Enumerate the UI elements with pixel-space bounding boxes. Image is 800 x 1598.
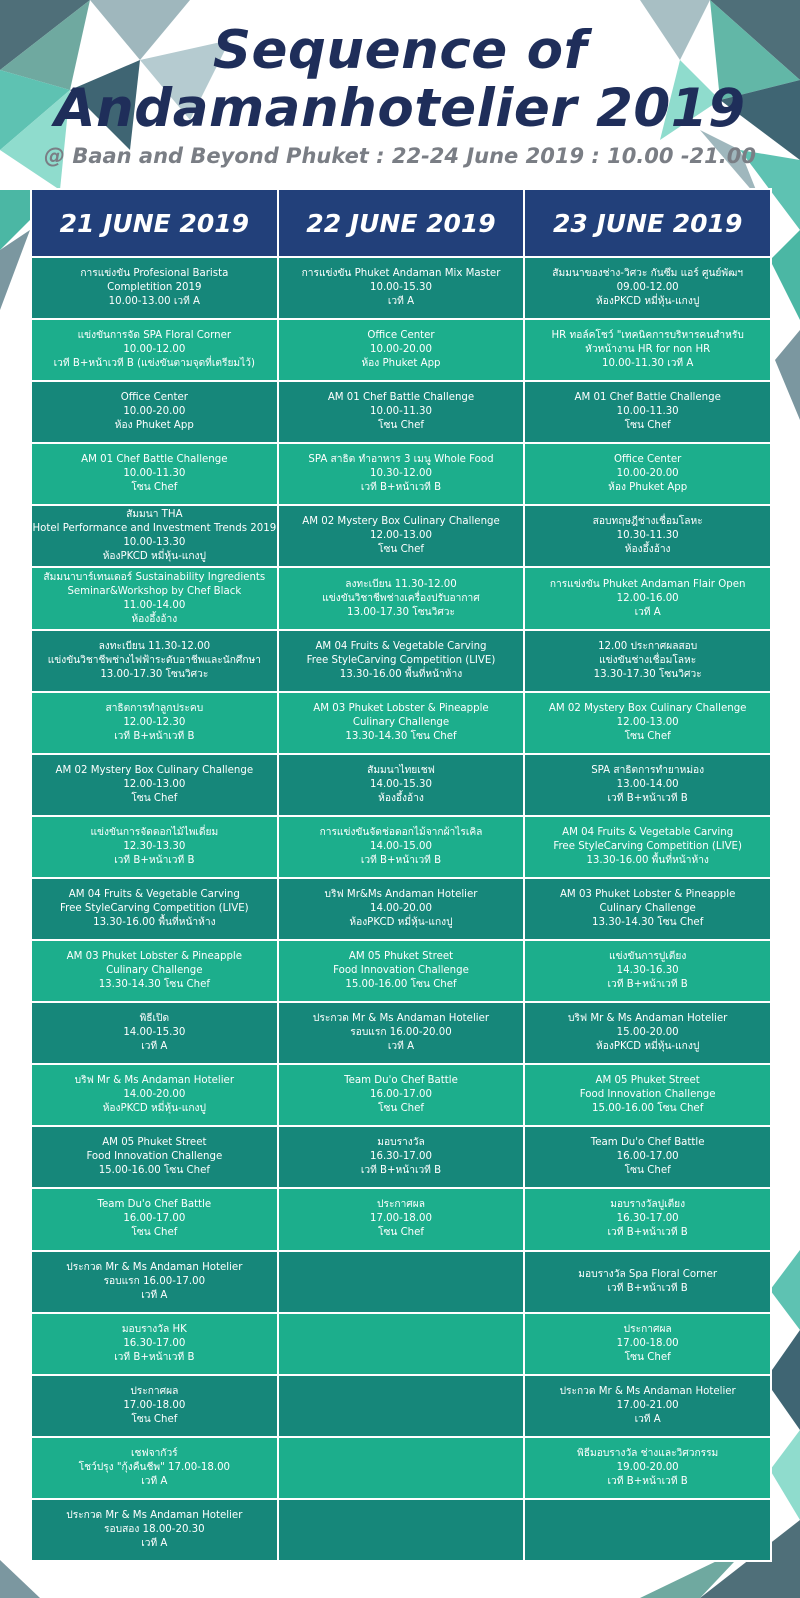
schedule-text: 16.30-17.00 (369, 1151, 432, 1163)
schedule-text: ห้องอึ้งอ้าง (131, 613, 178, 625)
schedule-text: Free StyleCarving Competition (LIVE) (60, 902, 249, 914)
schedule-text: 12.00-12.30 (123, 716, 186, 728)
schedule-cell (32, 568, 277, 628)
schedule-text: โซน Chef (131, 792, 178, 804)
schedule-cell (32, 1189, 277, 1249)
schedule-text: 12.00 ประกาศผลสอบ (598, 640, 698, 652)
schedule-text: บริฟ Mr & Ms Andaman Hotelier (74, 1075, 235, 1087)
schedule-cell (279, 1127, 524, 1187)
schedule-text: ห้อง Phuket App (361, 358, 441, 370)
schedule-cell (525, 506, 770, 566)
schedule-cell (32, 755, 277, 815)
schedule-cell (32, 1065, 277, 1125)
empty-schedule-cell (279, 1314, 524, 1374)
schedule-text: รอบแรก 16.00-17.00 (103, 1275, 206, 1287)
schedule-cell (279, 879, 524, 939)
schedule-text: ห้อง Phuket App (114, 420, 194, 432)
schedule-text: Team Du'o Chef Battle (590, 1137, 705, 1149)
schedule-cell (32, 817, 277, 877)
schedule-text: การแข่งขัน Phuket Andaman Mix Master (301, 268, 501, 280)
schedule-text: HR ทอล์คโชว์ "เทคนิคการบริหารคนสำหรับ (551, 330, 744, 342)
schedule-text: โชว์ปรุง "กุ้งคืนชีพ" 17.00-18.00 (78, 1461, 231, 1473)
schedule-text: 16.00-17.00 (123, 1213, 186, 1225)
schedule-text: 13.30-14.30 โซน Chef (592, 916, 704, 928)
schedule-text: 12.00-13.00 (616, 716, 679, 728)
schedule-text: 16.00-17.00 (369, 1089, 432, 1101)
schedule-cell (525, 1127, 770, 1187)
schedule-text: เวที A (387, 1041, 415, 1053)
empty-schedule-cell (279, 1500, 524, 1560)
schedule-text: บริฟ Mr & Ms Andaman Hotelier (567, 1013, 728, 1025)
schedule-cell (279, 444, 524, 504)
schedule-text: AM 02 Mystery Box Culinary Challenge (302, 516, 500, 528)
schedule-cell (32, 1127, 277, 1187)
schedule-text: 17.00-18.00 (616, 1337, 679, 1349)
schedule-text: เวที B+หน้าเวที B (607, 792, 688, 804)
schedule-cell (32, 1376, 277, 1436)
schedule-cell (525, 879, 770, 939)
schedule-cell (32, 1252, 277, 1312)
schedule-text: ประกาศผล (377, 1199, 425, 1211)
schedule-text: ประกวด Mr & Ms Andaman Hotelier (559, 1385, 736, 1397)
schedule-text: 17.00-21.00 (616, 1399, 679, 1411)
schedule-text: AM 04 Fruits & Vegetable Carving (562, 826, 734, 838)
schedule-text: 13.30-16.00 พื้นที่หน้าห้าง (93, 916, 216, 928)
schedule-cell (525, 941, 770, 1001)
schedule-text: 10.00-12.00 (123, 344, 186, 356)
schedule-text: AM 05 Phuket Street (348, 951, 454, 963)
schedule-text: ห้องPKCD หมี่หุ้น-แกงปู (349, 916, 453, 928)
schedule-text: บริฟ Mr&Ms Andaman Hotelier (324, 888, 478, 900)
schedule-text: 14.00-15.30 (369, 778, 432, 790)
schedule-cell (279, 1189, 524, 1249)
schedule-text: 15.00-16.00 โซน Chef (98, 1165, 210, 1177)
schedule-text: ลงทะเบียน 11.30-12.00 (98, 640, 211, 652)
schedule-text: ห้องอึ้งอ้าง (378, 792, 424, 804)
schedule-text: แข่งขันการจัด SPA Floral Corner (77, 330, 232, 342)
schedule-text: ห้องอึ้งอ้าง (624, 544, 671, 556)
schedule-text: Free StyleCarving Competition (LIVE) (306, 654, 496, 666)
schedule-text: เวที B+หน้าเวที B (114, 854, 195, 866)
event-subtitle: @ Baan and Beyond Phuket : 22-24 June 2019 : 10.00 -21.00 (44, 144, 756, 168)
schedule-text: เวที B+หน้าเวที B (114, 730, 195, 742)
schedule-text: 09.00-12.00 (616, 282, 679, 294)
schedule-text: 13.00-14.00 (616, 778, 679, 790)
schedule-text: ประกวด Mr & Ms Andaman Hotelier (66, 1261, 243, 1273)
schedule-cell (525, 755, 770, 815)
schedule-cell (32, 320, 277, 380)
schedule-cell (32, 1438, 277, 1498)
schedule-cell (525, 817, 770, 877)
schedule-cell (525, 382, 770, 442)
schedule-text: 16.00-17.00 (616, 1151, 679, 1163)
schedule-text: รอบแรก 16.00-20.00 (350, 1027, 452, 1039)
schedule-text: สาธิตการทำลูกประคบ (105, 702, 204, 714)
schedule-cell (525, 258, 770, 318)
schedule-cell (525, 1252, 770, 1312)
schedule-text: พิธีมอบรางวัล ช่างและวิศวกรรม (577, 1447, 719, 1459)
schedule-text: Food Innovation Challenge (333, 965, 469, 977)
schedule-cell (525, 1189, 770, 1249)
schedule-text: 10.30-12.00 (369, 468, 432, 480)
schedule-text: Office Center (367, 330, 435, 342)
schedule-text: Office Center (120, 392, 188, 404)
schedule-text: 15.00-16.00 โซน Chef (345, 979, 457, 991)
schedule-text: สัมมนาของช่าง-วิศวะ กันซึม แอร์ ศูนย์พัฒฯ (552, 268, 744, 280)
schedule-table (30, 188, 772, 1562)
schedule-text: ลงทะเบียน 11.30-12.00 (345, 578, 457, 590)
schedule-cell (279, 506, 524, 566)
schedule-cell (525, 1314, 770, 1374)
schedule-text: มอบรางวัลปูเตียง (610, 1199, 686, 1211)
schedule-text: Hotel Performance and Investment Trends 2019 (32, 523, 277, 535)
schedule-cell (279, 258, 524, 318)
schedule-text: สัมมนาไทยเชฟ (367, 764, 435, 776)
schedule-text: 10.30-11.30 (616, 530, 679, 542)
schedule-text: AM 02 Mystery Box Culinary Challenge (548, 702, 747, 714)
schedule-text: โซน Chef (377, 544, 424, 556)
schedule-text: เวที A (634, 606, 661, 618)
schedule-text: โซน Chef (377, 1103, 424, 1115)
schedule-text: พิธีเปิด (139, 1013, 170, 1025)
schedule-cell (279, 693, 524, 753)
schedule-text: AM 01 Chef Battle Challenge (81, 454, 228, 466)
schedule-text: Culinary Challenge (352, 716, 450, 728)
schedule-text: โซน Chef (377, 1227, 424, 1239)
schedule-text: สอบทฤษฎีช่างเชื่อมโลหะ (592, 516, 703, 528)
schedule-text: Completition 2019 (107, 282, 202, 294)
schedule-text: เวที B+หน้าเวที B (607, 1475, 688, 1487)
schedule-text: AM 05 Phuket Street (595, 1075, 700, 1087)
schedule-text: ห้อง Phuket App (608, 482, 688, 494)
schedule-text: 19.00-20.00 (616, 1461, 679, 1473)
day-header: 23 JUNE 2019 (525, 190, 770, 256)
schedule-text: แข่งขันการจัดดอกไม้ไพเดี่ยม (90, 826, 219, 838)
schedule-text: การแข่งขัน Phuket Andaman Flair Open (549, 578, 746, 590)
schedule-text: ประกาศผล (130, 1385, 179, 1397)
schedule-text: เวที B+หน้าเวที B (607, 979, 688, 991)
schedule-cell (32, 1314, 277, 1374)
schedule-cell (32, 631, 277, 691)
schedule-text: รอบสอง 18.00-20.30 (104, 1523, 205, 1535)
page-title-line2: Andamanhotelier 2019 (54, 78, 746, 139)
schedule-text: สัมมนาบาร์เทนเดอร์ Sustainability Ingredients (43, 571, 266, 583)
schedule-cell (279, 1003, 524, 1063)
schedule-cell (32, 258, 277, 318)
schedule-text: 10.00-11.30 (616, 406, 679, 418)
schedule-text: 13.30-14.30 โซน Chef (345, 730, 457, 742)
schedule-cell (32, 1003, 277, 1063)
schedule-text: 16.30-17.00 (616, 1213, 679, 1225)
schedule-text: เวที B+หน้าเวที B (แข่งขันตามจุดที่เตรียมไว้) (53, 358, 255, 370)
schedule-text: AM 04 Fruits & Vegetable Carving (68, 888, 240, 900)
schedule-text: 17.00-18.00 (369, 1213, 432, 1225)
schedule-text: มอบรางวัล Spa Floral Corner (578, 1268, 718, 1280)
schedule-text: 10.00-20.00 (616, 468, 679, 480)
schedule-text: 10.00-20.00 (123, 406, 186, 418)
schedule-text: โซน Chef (624, 1351, 671, 1363)
schedule-text: 12.00-13.00 (123, 778, 186, 790)
schedule-cell (32, 941, 277, 1001)
schedule-text: 10.00-11.30 (123, 468, 186, 480)
page-title-line1: Sequence of (212, 20, 588, 81)
schedule-text: โซน Chef (131, 482, 178, 494)
schedule-text: ห้องPKCD หมี่หุ้น-แกงปู (596, 296, 700, 308)
schedule-cell (525, 568, 770, 628)
schedule-text: Culinary Challenge (106, 965, 203, 977)
schedule-cell (525, 444, 770, 504)
schedule-text: Food Innovation Challenge (579, 1089, 716, 1101)
schedule-text: ห้องPKCD หมี่หุ้น-แกงปู (102, 551, 206, 563)
schedule-text: 12.00-13.00 (369, 530, 432, 542)
schedule-cell (525, 1376, 770, 1436)
schedule-text: เวที A (141, 1537, 168, 1549)
schedule-text: เวที B+หน้าเวที B (360, 482, 442, 494)
schedule-text: 11.00-14.00 (123, 599, 186, 611)
schedule-grid (32, 190, 770, 1560)
schedule-text: เวที A (634, 1413, 661, 1425)
schedule-cell (279, 941, 524, 1001)
day-header: 21 JUNE 2019 (32, 190, 277, 256)
schedule-text: โซน Chef (377, 420, 424, 432)
schedule-text: เวที B+หน้าเวที B (607, 1282, 688, 1294)
schedule-text: AM 02 Mystery Box Culinary Challenge (55, 764, 254, 776)
schedule-text: เชฟจากัวร์ (130, 1447, 178, 1459)
schedule-text: Team Du'o Chef Battle (97, 1199, 212, 1211)
schedule-text: SPA สาธิตการทำยาหม่อง (591, 764, 705, 776)
schedule-cell (525, 1003, 770, 1063)
schedule-text: โซน Chef (624, 730, 671, 742)
schedule-text: สัมมนา THA (126, 509, 183, 521)
schedule-text: การแข่งขัน Profesional Barista (80, 268, 229, 280)
schedule-text: 13.00-17.30 โซนวิศวะ (100, 668, 209, 680)
schedule-text: 17.00-18.00 (123, 1399, 186, 1411)
schedule-text: 16.30-17.00 (123, 1337, 186, 1349)
schedule-text: ประกวด Mr & Ms Andaman Hotelier (312, 1013, 490, 1025)
schedule-cell (279, 1065, 524, 1125)
schedule-text: 14.00-15.00 (369, 840, 432, 852)
schedule-text: 10.00-15.30 (369, 282, 432, 294)
schedule-text: 12.30-13.30 (123, 840, 186, 852)
empty-schedule-cell (279, 1438, 524, 1498)
header (0, 22, 800, 170)
day-header: 22 JUNE 2019 (279, 190, 524, 256)
schedule-text: AM 03 Phuket Lobster & Pineapple (559, 888, 736, 900)
schedule-text: 12.00-16.00 (616, 592, 679, 604)
schedule-text: Seminar&Workshop by Chef Black (67, 585, 242, 597)
schedule-cell (279, 320, 524, 380)
schedule-text: AM 03 Phuket Lobster & Pineapple (313, 702, 489, 714)
schedule-text: เวที B+หน้าเวที B (114, 1351, 195, 1363)
schedule-text: AM 04 Fruits & Vegetable Carving (315, 640, 487, 652)
schedule-text: เวที B+หน้าเวที B (360, 854, 442, 866)
schedule-text: มอบรางวัล HK (121, 1323, 187, 1335)
schedule-text: การแข่งขันจัดช่อดอกไม้จากผ้าไรเคิล (319, 826, 483, 838)
schedule-cell (525, 693, 770, 753)
schedule-text: เวที A (141, 1475, 168, 1487)
schedule-text: ห้องPKCD หมี่หุ้น-แกงปู (102, 1103, 206, 1115)
schedule-text: หัวหน้างาน HR for non HR (585, 344, 711, 356)
schedule-text: ห้องPKCD หมี่หุ้น-แกงปู (596, 1041, 700, 1053)
schedule-text: แข่งขันวิชาชีพช่างไฟฟ้าระดับอาชีพและนักศึกษา (47, 654, 261, 666)
schedule-text: Food Innovation Challenge (86, 1151, 223, 1163)
schedule-text: 15.00-20.00 (616, 1027, 679, 1039)
schedule-text: 10.00-20.00 (369, 344, 432, 356)
schedule-text: เวที A (141, 1041, 168, 1053)
schedule-text: 10.00-13.00 เวที A (108, 296, 201, 308)
schedule-cell (279, 382, 524, 442)
schedule-text: เวที A (387, 296, 415, 308)
schedule-text: 13.30-14.30 โซน Chef (98, 979, 210, 991)
schedule-text: 10.00-11.30 เวที A (601, 358, 694, 370)
schedule-text: SPA สาธิต ทำอาหาร 3 เมนู Whole Food (308, 454, 494, 466)
schedule-text: ประกวด Mr & Ms Andaman Hotelier (66, 1509, 243, 1521)
schedule-cell (525, 320, 770, 380)
schedule-cell (525, 1065, 770, 1125)
schedule-text: 14.00-20.00 (123, 1089, 186, 1101)
schedule-text: AM 01 Chef Battle Challenge (574, 392, 721, 404)
schedule-text: AM 01 Chef Battle Challenge (327, 392, 475, 404)
schedule-cell (279, 631, 524, 691)
schedule-text: Team Du'o Chef Battle (344, 1075, 458, 1087)
schedule-text: 10.00-13.30 (123, 537, 186, 549)
schedule-cell (525, 631, 770, 691)
schedule-text: 13.00-17.30 โซนวิศวะ (347, 606, 455, 618)
schedule-text: แข่งขันช่างเชื่อมโลหะ (599, 654, 697, 666)
schedule-text: 13.30-16.00 พื้นที่หน้าห้าง (586, 854, 709, 866)
schedule-text: โซน Chef (624, 1165, 671, 1177)
schedule-text: มอบรางวัล (377, 1137, 425, 1149)
schedule-cell (32, 444, 277, 504)
schedule-cell (525, 1438, 770, 1498)
schedule-text: Office Center (614, 454, 682, 466)
schedule-cell (279, 817, 524, 877)
schedule-text: เวที B+หน้าเวที B (360, 1165, 442, 1177)
schedule-cell (32, 382, 277, 442)
empty-schedule-cell (525, 1500, 770, 1560)
schedule-cell (32, 506, 277, 566)
schedule-text: Free StyleCarving Competition (LIVE) (553, 840, 742, 852)
schedule-text: 15.00-16.00 โซน Chef (592, 1103, 704, 1115)
empty-schedule-cell (279, 1252, 524, 1312)
schedule-text: ประกาศผล (623, 1323, 672, 1335)
schedule-cell (32, 879, 277, 939)
schedule-cell (279, 755, 524, 815)
schedule-text: 13.30-16.00 พื้นที่หน้าห้าง (339, 668, 463, 680)
schedule-cell (32, 693, 277, 753)
schedule-cell (279, 568, 524, 628)
schedule-text: โซน Chef (131, 1413, 178, 1425)
schedule-text: โซน Chef (624, 420, 671, 432)
schedule-text: เวที A (141, 1289, 168, 1301)
schedule-text: 13.30-17.30 โซนวิศวะ (593, 668, 702, 680)
empty-schedule-cell (279, 1376, 524, 1436)
schedule-text: เวที B+หน้าเวที B (607, 1227, 688, 1239)
schedule-text: โซน Chef (131, 1227, 178, 1239)
schedule-text: 14.00-20.00 (369, 902, 432, 914)
schedule-text: 14.00-15.30 (123, 1027, 186, 1039)
schedule-text: AM 05 Phuket Street (102, 1137, 207, 1149)
schedule-cell (32, 1500, 277, 1560)
schedule-text: AM 03 Phuket Lobster & Pineapple (66, 951, 243, 963)
schedule-text: 10.00-11.30 (369, 406, 432, 418)
schedule-text: Culinary Challenge (599, 902, 696, 914)
schedule-text: 14.30-16.30 (616, 965, 679, 977)
schedule-text: แข่งขันวิชาชีพช่างเครื่องปรับอากาศ (322, 592, 480, 604)
schedule-text: แข่งขันการปูเตียง (609, 951, 687, 963)
